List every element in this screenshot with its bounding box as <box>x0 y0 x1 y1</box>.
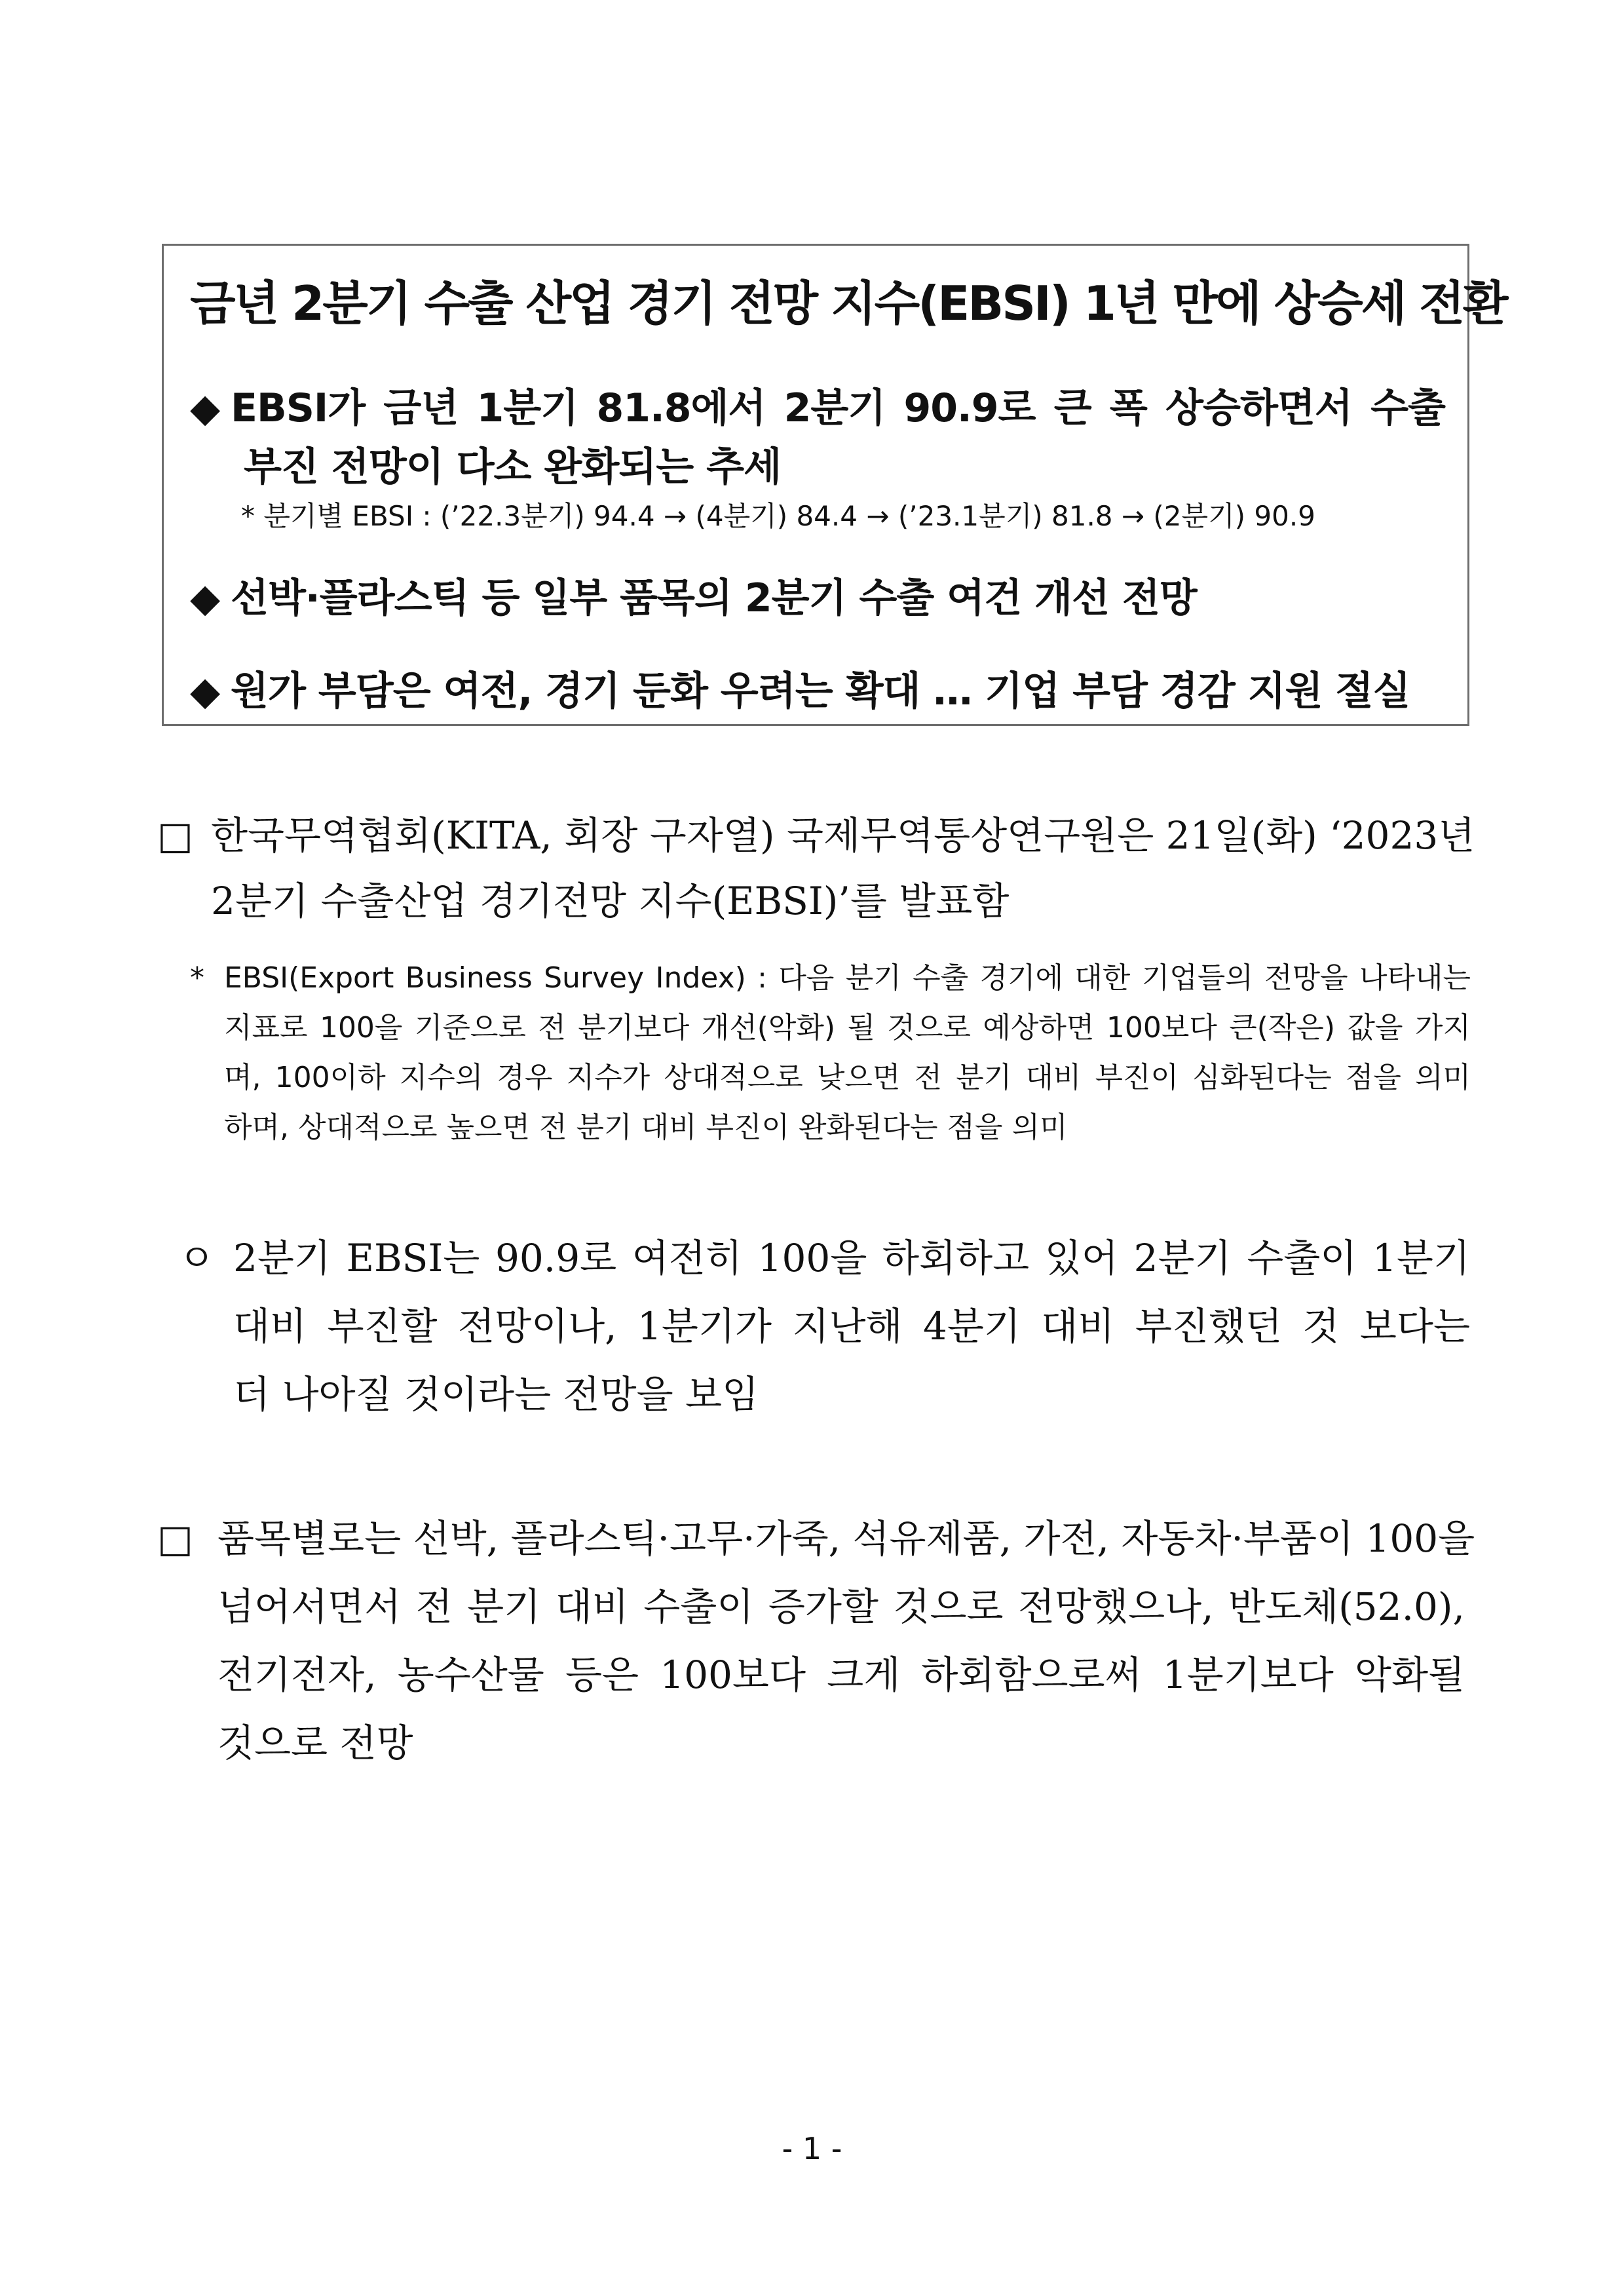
paragraph-announcement <box>157 803 1475 934</box>
paragraph-line: 것으로 전망 <box>217 1721 413 1765</box>
summary-bullet-1-line-2: 부진 전망이 다소 완화되는 추세 <box>244 444 782 490</box>
ebsi-definition-note <box>190 953 1471 1153</box>
note-line: EBSI(Export Business Survey Index) : 다음 분기 수출 경기에 대한 기업들의 전망을 나타내는 <box>224 961 1471 995</box>
note-line: 하며, 상대적으로 높으면 전 분기 대비 부진이 완화된다는 점을 의미 <box>224 1111 1068 1144</box>
paragraph-q2-outlook <box>178 1224 1470 1428</box>
paragraph-line: 전기전자, 농수산물 등은 100보다 크게 하회함으로써 1분기보다 악화될 <box>217 1653 1465 1697</box>
diamond-bullet-icon: ◆ <box>190 575 220 621</box>
paragraph-line: 대비 부진할 전망이나, 1분기가 지난해 4분기 대비 부진했던 것 보다는 <box>233 1304 1470 1349</box>
paragraph-by-item <box>157 1504 1475 1777</box>
paragraph-line: 2분기 EBSI는 90.9로 여전히 100을 하회하고 있어 2분기 수출이 1분기 <box>233 1236 1470 1280</box>
page-number: - 1 - <box>782 2131 842 2166</box>
square-bullet-icon: □ <box>157 813 193 858</box>
summary-bullet-2 <box>190 567 1445 623</box>
note-line: 지표로 100을 기준으로 전 분기보다 개선(악화) 될 것으로 예상하면 100보다 큰(작은) 값을 가지 <box>224 1011 1471 1044</box>
summary-box <box>162 244 1507 726</box>
summary-bullet-3 <box>190 660 1445 716</box>
note-line: 며, 100이하 지수의 경우 지수가 상대적으로 낮으면 전 분기 대비 부진이 심화된다는 점을 의미 <box>224 1061 1471 1094</box>
summary-bullet-2-text: 선박·플라스틱 등 일부 품목의 2분기 수출 여건 개선 전망 <box>231 575 1197 621</box>
asterisk-icon: * <box>190 961 204 995</box>
summary-bullet-1-note: * 분기별 EBSI : (’22.3분기) 94.4 → (4분기) 84.4 → (’23.1분기) 81.8 → (2분기) 90.9 <box>241 500 1315 532</box>
summary-bullet-1-line-1: EBSI가 금년 1분기 81.8에서 2분기 90.9로 큰 폭 상승하면서 수출 <box>231 385 1445 431</box>
paragraph-line: 2분기 수출산업 경기전망 지수(EBSI)’를 발표함 <box>211 879 1010 923</box>
paragraph-line: 더 나아질 것이라는 전망을 보임 <box>233 1372 759 1417</box>
paragraph-line: 품목별로는 선박, 플라스틱·고무·가죽, 석유제품, 가전, 자동차·부품이 100을 <box>217 1516 1475 1561</box>
diamond-bullet-icon: ◆ <box>190 668 220 714</box>
summary-bullet-1 <box>190 377 1445 433</box>
summary-title: 금년 2분기 수출 산업 경기 전망 지수(EBSI) 1년 만에 상승세 전환 <box>190 276 1507 331</box>
summary-bullet-3-text: 원가 부담은 여전, 경기 둔화 우려는 확대 … 기업 부담 경감 지원 절실 <box>231 668 1410 714</box>
paragraph-line: 한국무역협회(KITA, 회장 구자열) 국제무역통상연구원은 21일(화) ‘2023년 <box>211 813 1475 858</box>
paragraph-line: 넘어서면서 전 분기 대비 수출이 증가할 것으로 전망했으나, 반도체(52.0), <box>217 1584 1465 1629</box>
circle-bullet-icon: ㅇ <box>178 1236 216 1280</box>
diamond-bullet-icon: ◆ <box>190 385 220 431</box>
square-bullet-icon: □ <box>157 1516 193 1561</box>
